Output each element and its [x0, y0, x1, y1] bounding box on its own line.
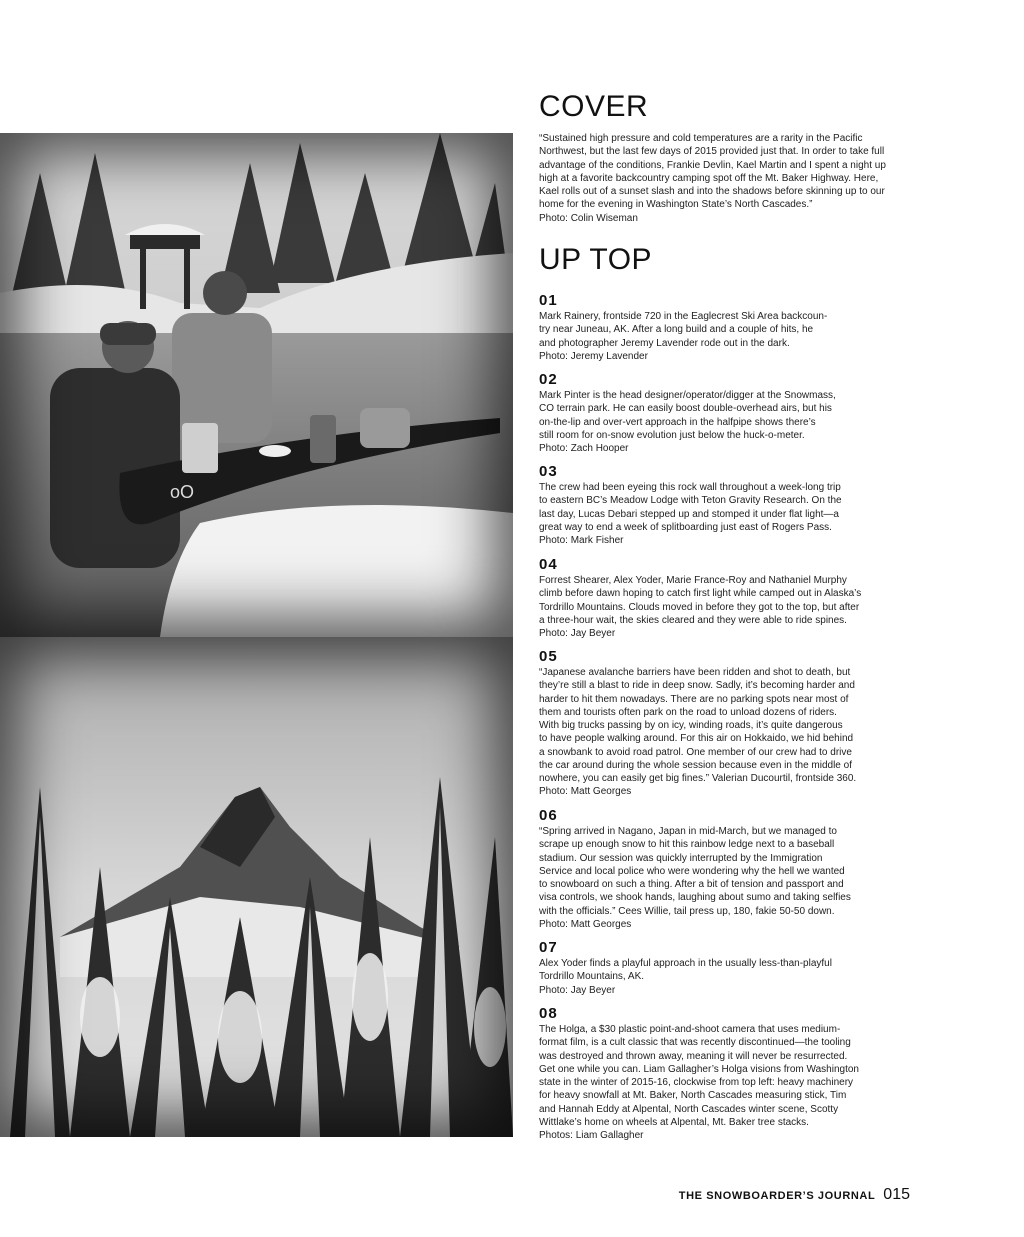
entry-text: The crew had been eyeing this rock wall throughout a week-long trip to eastern BC’s Meadow Lodge with Teton Gravity Research. On the last day, Lucas Debari stepped up and stomped it under flat light—a great way to end a week of splitboarding just east of Rogers Pass. Photo: Mark Fisher: [539, 482, 842, 546]
caption-entry-08: [539, 1006, 911, 1142]
entry-text: Alex Yoder finds a playful approach in the usually less-than-playful Tordrillo Mountains, AK. Photo: Jay Beyer: [539, 958, 832, 996]
campers-photo-illustration: [0, 133, 513, 637]
entry-number: 08: [539, 1005, 558, 1022]
entry-number: 06: [539, 807, 558, 824]
entry-text: Forrest Shearer, Alex Yoder, Marie France-Roy and Nathaniel Murphy climb before dawn hoping to catch first light while camped out in Alaska’s Tordrillo Mountains. Clouds moved in before they got to the top, but after a three-hour wait, the skies cleared and they were able to ride spines. Photo: Jay Beyer: [539, 575, 862, 639]
caption-entry-05: [539, 649, 911, 799]
caption-entry-04: [539, 557, 911, 640]
caption-entry-02: [539, 372, 911, 455]
entry-text: “Japanese avalanche barriers have been ridden and shot to death, but they’re still a blast to ride in deep snow. Sadly, it’s becoming harder and harder to hit them nowadays. There are no parking spots near most of them and tourists often park on the road to unload dozens of riders. With big trucks passing by on icy, winding roads, it’s quite dangerous to have people walking around. For this air on Hokkaido, we hid behind a snowbank to avoid road patrol. One member of our crew had to drive the car around during the whole session because even in the middle of nowhere, you can easily get big fines.” Valerian Ducourtil, frontside 360. Photo: Matt Georges: [539, 667, 857, 798]
entry-text: Mark Pinter is the head designer/operator/digger at the Snowmass, CO terrain park. He can easily boost double-overhead airs, but his on-the-lip and over-vert approach in the halfpipe shows there’s still room for on-snow evolution just below the huck-o-meter. Photo: Zach Hooper: [539, 390, 836, 454]
entry-text: “Spring arrived in Nagano, Japan in mid-March, but we managed to scrape up enough snow to hit this rainbow ledge next to a baseball stadium. Our session was quickly interrupted by the Immigration Service and local police who were wondering why the hell we wanted to snowboard on such a thing. After a bit of tension and passport and visa controls, we shook hands, laughing about sumo and taking selfies with the officials.” Cees Willie, tail press up, 180, fakie 50-50 down. Photo: Matt Georges: [539, 826, 851, 930]
entry-number: 05: [539, 648, 558, 665]
entry-number: 07: [539, 939, 558, 956]
page-number: 015: [883, 1186, 910, 1203]
caption-entry-01: [539, 293, 911, 363]
cover-heading: COVER: [539, 90, 649, 123]
caption-entry-06: [539, 808, 911, 931]
caption-entry-07: [539, 940, 911, 997]
photo-campers-at-snowboard-table: [0, 133, 513, 637]
up-top-heading: UP TOP: [539, 243, 653, 276]
board-logo-text: oO: [170, 482, 195, 502]
mountain-photo-illustration: [0, 637, 513, 1137]
entry-number: 02: [539, 371, 558, 388]
entry-number: 04: [539, 556, 558, 573]
cover-caption: “Sustained high pressure and cold temperatures are a rarity in the Pacific Northwest, but the last few days of 2015 provided just that. In order to take full advantage of the conditions, Frankie Devlin, Kael Martin and I spent a night up high at a favorite backcountry camping spot off the Mt. Baker Highway. Here, Kael rolls out of a sunset slash and into the shadows before skinning up to our home for the evening in Washington State’s North Cascades.” Photo: Colin Wiseman: [539, 133, 886, 224]
photo-north-cascades-winter-scene: [0, 637, 513, 1137]
magazine-name: THE SNOWBOARDER’S JOURNAL: [678, 1190, 876, 1202]
entry-number: 01: [539, 292, 558, 309]
entry-number: 03: [539, 463, 558, 480]
caption-entry-03: [539, 464, 911, 547]
entry-text: Mark Rainery, frontside 720 in the Eaglecrest Ski Area backcoun- try near Juneau, AK. After a long build and a couple of hits, he and photographer Jeremy Lavender rode out in the dark. Photo: Jeremy Lavender: [539, 311, 828, 362]
page-footer: [679, 1186, 910, 1204]
entry-text: The Holga, a $30 plastic point-and-shoot camera that uses medium- format film, is a cult classic that was recently discontinued—the tooling was destroyed and thrown away, meaning it will never be resurrected. Get one while you can. Liam Gallagher’s Holga visions from Washington state in the winter of 2015-16, clockwise from top left: heavy machinery for heavy snowfall at Mt. Baker, North Cascades measuring stick, Tim and Hannah Eddy at Alpental, North Cascades winter scene, Scotty Wittlake’s home on wheels at Alpental, Mt. Baker tree stacks. Photos: Liam Gallagher: [539, 1024, 859, 1141]
